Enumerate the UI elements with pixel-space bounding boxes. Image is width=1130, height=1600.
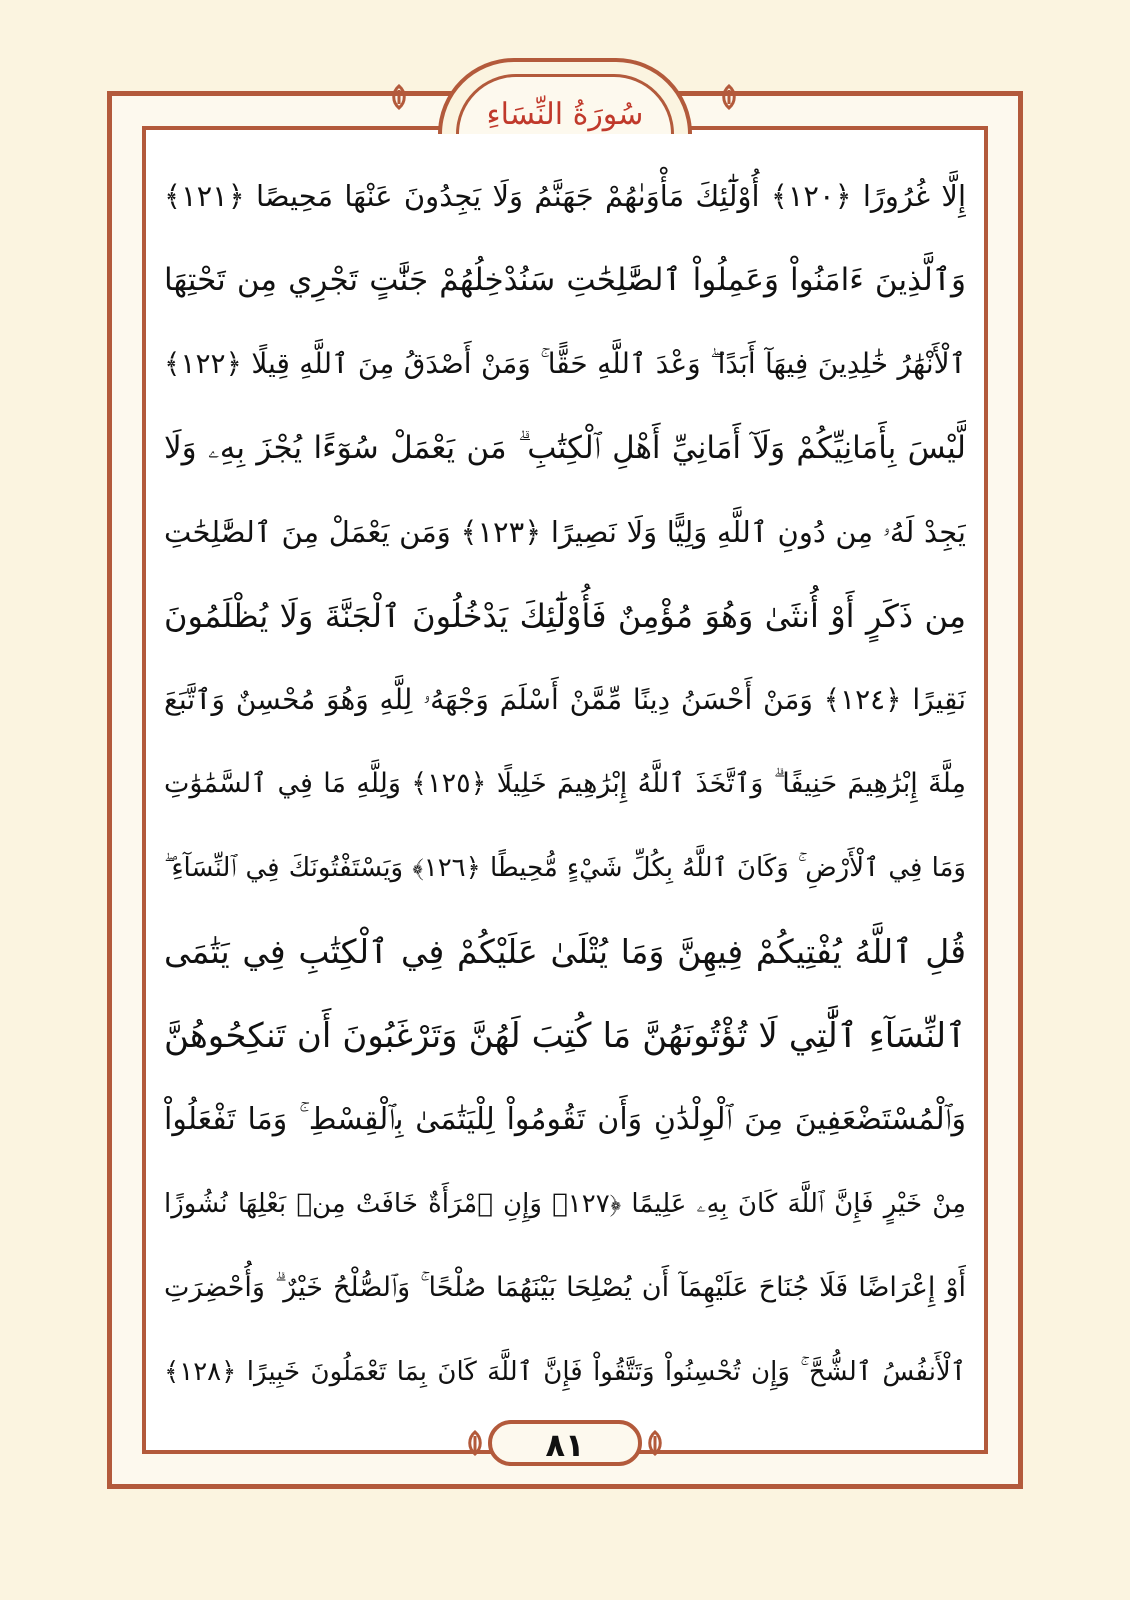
text-line: ٱلنِّسَآءِ ٱلَّٰتِي لَا تُؤْتُونَهُنَّ مَا كُتِبَ لَهُنَّ وَتَرْغَبُونَ أَن تَنكِحُوهُنَّ — [164, 1016, 966, 1056]
text-line: مِلَّةَ إِبْرَٰهِيمَ حَنِيفًا ۗ وَٱتَّخَذَ ٱللَّهُ إِبْرَٰهِيمَ خَلِيلًا ﴿١٢٥﴾ وَلِلَّهِ مَا فِي ٱلسَّمَٰوَٰتِ — [164, 768, 966, 799]
text-line: وَمَا فِي ٱلْأَرْضِ ۚ وَكَانَ ٱللَّهُ بِكُلِّ شَيْءٍ مُّحِيطًا ﴿١٢٦﴾ وَيَسْتَفْتُونَكَ فِي ٱلنِّسَآءِ ۖ — [164, 853, 966, 883]
text-line: قُلِ ٱللَّهُ يُفْتِيكُمْ فِيهِنَّ وَمَا يُتْلَىٰ عَلَيْكُمْ فِي ٱلْكِتَٰبِ فِي يَتَٰمَى — [164, 932, 966, 971]
text-line: نَقِيرًا ﴿١٢٤﴾ وَمَنْ أَحْسَنُ دِينًا مِّمَّنْ أَسْلَمَ وَجْهَهُۥ لِلَّهِ وَهُوَ مُحْسِنٌ وَٱتَّبَعَ — [164, 683, 966, 716]
surah-header-cartouche — [438, 58, 692, 134]
text-line: وَٱلْمُسْتَضْعَفِينَ مِنَ ٱلْوِلْدَٰنِ وَأَن تَقُومُواْ لِلْيَتَٰمَىٰ بِٱلْقِسْطِ ۚ وَمَا تَفْعَلُواْ — [164, 1102, 966, 1137]
quran-text-block — [164, 160, 966, 1420]
text-line: مِن ذَكَرٍ أَوْ أُنثَىٰ وَهُوَ مُؤْمِنٌ فَأُوْلَٰٓئِكَ يَدْخُلُونَ ٱلْجَنَّةَ وَلَا يُظْلَمُونَ — [164, 597, 966, 635]
surah-title: سُورَةُ النِّسَاءِ — [486, 97, 644, 132]
text-line: ٱلْأَنفُسُ ٱلشُّحَّ ۚ وَإِن تُحْسِنُواْ وَتَتَّقُواْ فَإِنَّ ٱللَّهَ كَانَ بِمَا تَعْمَلُونَ خَبِيرًا ﴿١٢٨﴾ — [164, 1357, 966, 1387]
text-line: لَّيْسَ بِأَمَانِيِّكُمْ وَلَآ أَمَانِيِّ أَهْلِ ٱلْكِتَٰبِ ۗ مَن يَعْمَلْ سُوٓءًا يُجْزَ بِهِۦ وَلَا — [164, 430, 966, 466]
surah-header-inner — [456, 74, 674, 134]
text-line: يَجِدْ لَهُۥ مِن دُونِ ٱللَّهِ وَلِيًّا وَلَا نَصِيرًا ﴿١٢٣﴾ وَمَن يَعْمَلْ مِنَ ٱلصَّٰلِحَٰتِ — [164, 515, 966, 549]
text-line: ٱلْأَنْهَٰرُ خَٰلِدِينَ فِيهَآ أَبَدًا ۖ وَعْدَ ٱللَّهِ حَقًّا ۚ وَمَنْ أَصْدَقُ مِنَ ٱللَّهِ قِيلًا ﴿١٢٢﴾ — [164, 347, 966, 380]
text-line: وَٱلَّذِينَ ءَامَنُواْ وَعَمِلُواْ ٱلصَّٰلِحَٰتِ سَنُدْخِلُهُمْ جَنَّٰتٍ تَجْرِي مِن تَحْتِهَا — [164, 262, 966, 298]
page-number-cartouche — [488, 1420, 642, 1466]
footer-right-leaf-ornament-icon — [642, 1430, 668, 1456]
page-number: ٨١ — [545, 1426, 585, 1464]
left-leaf-ornament-icon — [386, 84, 412, 110]
text-line: مِنْ خَيْرٍ فَإِنَّ ٱللَّهَ كَانَ بِهِۦ عَلِيمًا ﴿١٢٧﴾ وَإِنِ ٱمْرَأَةٌ خَافَتْ مِنۢ بَعْلِهَا نُشُوزًا — [164, 1189, 966, 1219]
footer-left-leaf-ornament-icon — [462, 1430, 488, 1456]
right-leaf-ornament-icon — [716, 84, 742, 110]
text-line: أَوْ إِعْرَاضًا فَلَا جُنَاحَ عَلَيْهِمَآ أَن يُصْلِحَا بَيْنَهُمَا صُلْحًا ۚ وَٱلصُّلْحُ خَيْرٌ ۗ وَأُحْضِرَتِ — [164, 1272, 966, 1303]
text-line: إِلَّا غُرُورًا ﴿١٢٠﴾ أُوْلَٰٓئِكَ مَأْوَىٰهُمْ جَهَنَّمُ وَلَا يَجِدُونَ عَنْهَا مَحِيصًا ﴿١٢١﴾ — [164, 179, 966, 213]
